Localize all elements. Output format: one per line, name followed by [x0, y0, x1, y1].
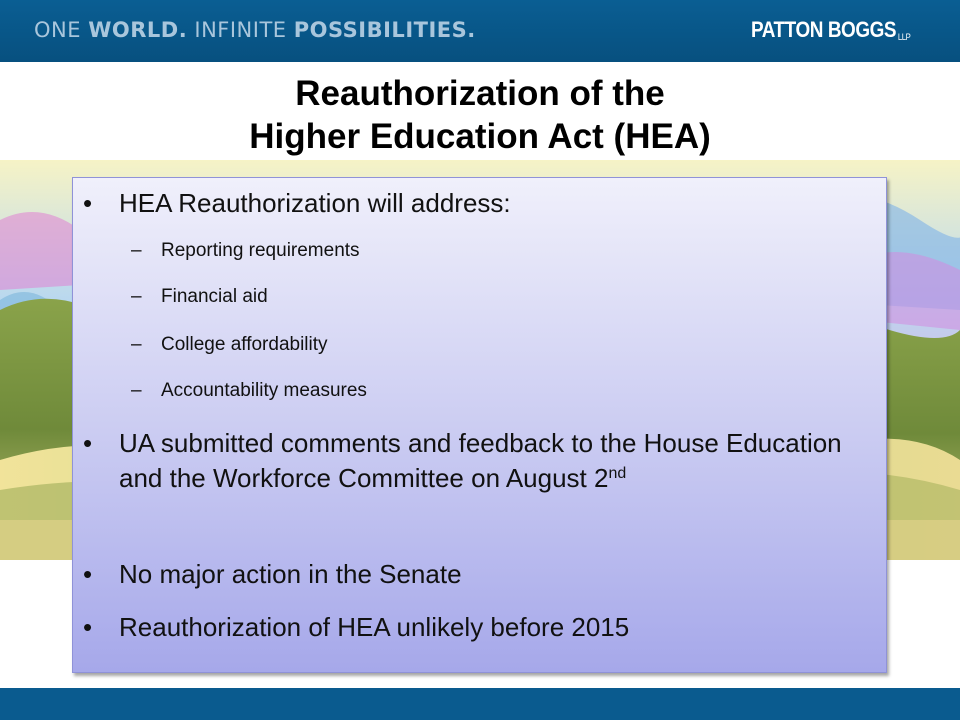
- bullet-marker: •: [83, 612, 93, 642]
- header-bar: [0, 0, 960, 62]
- tagline-possibilities: POSSIBILITIES.: [293, 18, 476, 42]
- sub-bullet-text: Financial aid: [161, 286, 268, 307]
- sub-bullet-text: College affordability: [161, 334, 328, 355]
- dash-marker: –: [131, 240, 142, 261]
- logo-suffix: LLP: [897, 32, 910, 42]
- bullet-text: [119, 426, 869, 496]
- bullet-text: No major action in the Senate: [119, 559, 462, 589]
- content-panel: [72, 177, 887, 673]
- logo: [751, 17, 910, 43]
- bullet-marker: •: [83, 559, 93, 589]
- bullet-text: Reauthorization of HEA unlikely before 2015: [119, 612, 630, 642]
- title-line-2: Higher Education Act (HEA): [249, 117, 711, 156]
- page-title: [0, 72, 960, 158]
- tagline-infinite: INFINITE: [194, 18, 287, 42]
- bullet-marker: •: [83, 428, 93, 458]
- tagline: [34, 18, 476, 42]
- tagline-one: ONE: [34, 18, 82, 42]
- dash-marker: –: [131, 334, 142, 355]
- bullet-marker: •: [83, 188, 93, 218]
- dash-marker: –: [131, 380, 142, 401]
- ordinal-superscript: nd: [608, 465, 627, 482]
- sub-bullet-text: Accountability measures: [161, 380, 367, 401]
- dash-marker: –: [131, 286, 142, 307]
- title-line-1: Reauthorization of the: [295, 74, 665, 113]
- logo-name: PATTON BOGGS: [750, 17, 896, 42]
- bullet-text-main: UA submitted comments and feedback to the House Education and the Workforce Committee on August 2: [119, 428, 842, 493]
- tagline-world: WORLD.: [88, 18, 188, 42]
- bullet-text: HEA Reauthorization will address:: [119, 188, 511, 218]
- footer-bar: [0, 688, 960, 720]
- sub-bullet-text: Reporting requirements: [161, 240, 360, 261]
